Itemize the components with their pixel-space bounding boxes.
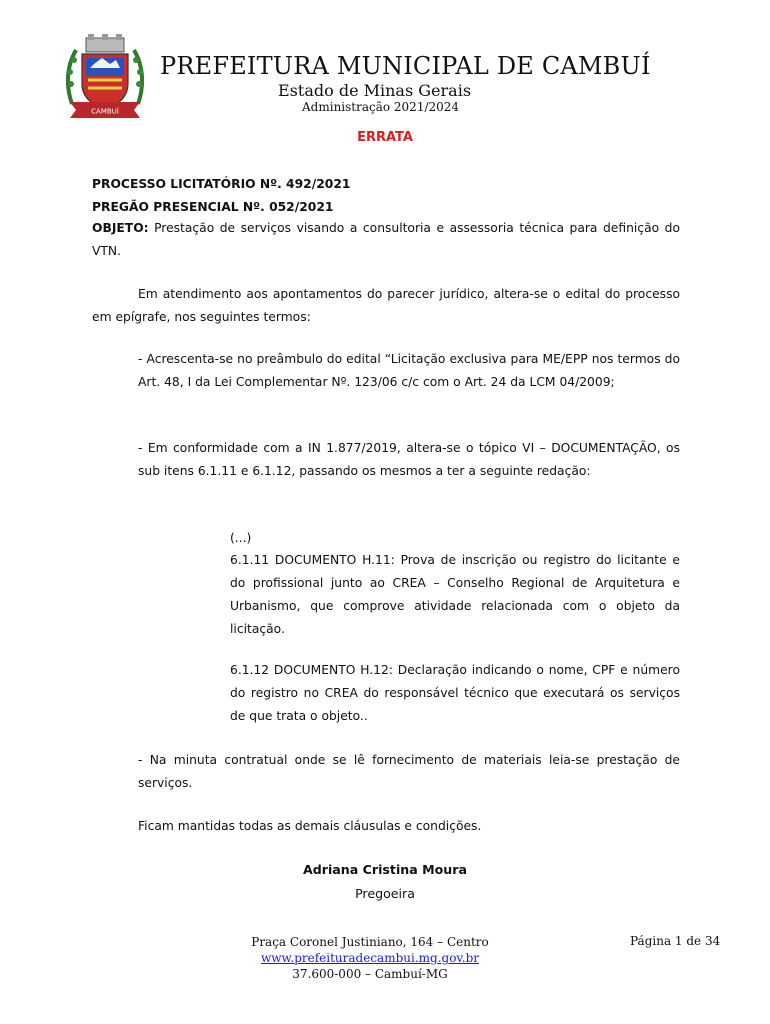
footer-website-line: [190, 950, 550, 966]
amendment-item-1: - Acrescenta-se no preâmbulo do edital “Licitação exclusiva para ME/EPP nos termos do Art. 48, I da Lei Complementar Nº. 123/06 c/c com o Art. 24 da LCM 04/2009;: [138, 352, 680, 389]
coat-of-arms-icon: [62, 32, 148, 120]
object-label: OBJETO:: [92, 221, 149, 235]
amendment-item-2: - Em conformidade com a IN 1.877/2019, altera-se o tópico VI – DOCUMENTAÇÃO, os sub itens 6.1.11 e 6.1.12, passando os mesmos a ter a seguinte redação:: [138, 441, 680, 478]
page-number: Página 1 de 34: [630, 934, 721, 948]
document-heading: ERRATA: [357, 130, 413, 145]
sub-item-6-1-12: 6.1.12 DOCUMENTO H.12: Declaração indicando o nome, CPF e número do registro no CREA do responsável técnico que executará os serviços de que trata o objeto..: [230, 663, 680, 723]
intro-paragraph: Em atendimento aos apontamentos do parecer jurídico, altera-se o edital do processo em epígrafe, nos seguintes termos:: [92, 287, 680, 324]
sub-item-6-1-11: 6.1.11 DOCUMENTO H.11: Prova de inscrição ou registro do licitante e do profissional junto ao CREA – Conselho Regional de Arquitetura e Urbanismo, que comprove atividade relacionada com o objeto da licitação.: [230, 553, 680, 636]
footer-address: Praça Coronel Justiniano, 164 – Centro: [251, 935, 489, 949]
state-name: Estado de Minas Gerais: [278, 81, 472, 100]
object-text: Prestação de serviços visando a consultoria e assessoria técnica para definição do VTN.: [92, 221, 680, 258]
ellipsis: (...): [230, 531, 252, 545]
closing-statement: Ficam mantidas todas as demais cláusulas e condições.: [138, 819, 482, 833]
website-link[interactable]: www.prefeituradecambui.mg.gov.br: [260, 951, 479, 965]
object-paragraph: [92, 217, 680, 263]
signer-name: Adriana Cristina Moura: [303, 862, 467, 877]
crest-ribbon-text: CAMBUÍ: [91, 107, 119, 116]
municipality-title: PREFEITURA MUNICIPAL DE CAMBUÍ: [160, 52, 651, 80]
pregao-number: PREGÃO PRESENCIAL Nº. 052/2021: [92, 200, 334, 214]
footer-cep: 37.600-000 – Cambuí-MG: [292, 967, 448, 981]
amendment-item-3: - Na minuta contratual onde se lê fornecimento de materiais leia-se prestação de serviços.: [138, 753, 680, 790]
administration-period: Administração 2021/2024: [302, 100, 460, 114]
signer-role: Pregoeira: [355, 886, 415, 901]
process-number: PROCESSO LICITATÓRIO Nº. 492/2021: [92, 177, 351, 191]
